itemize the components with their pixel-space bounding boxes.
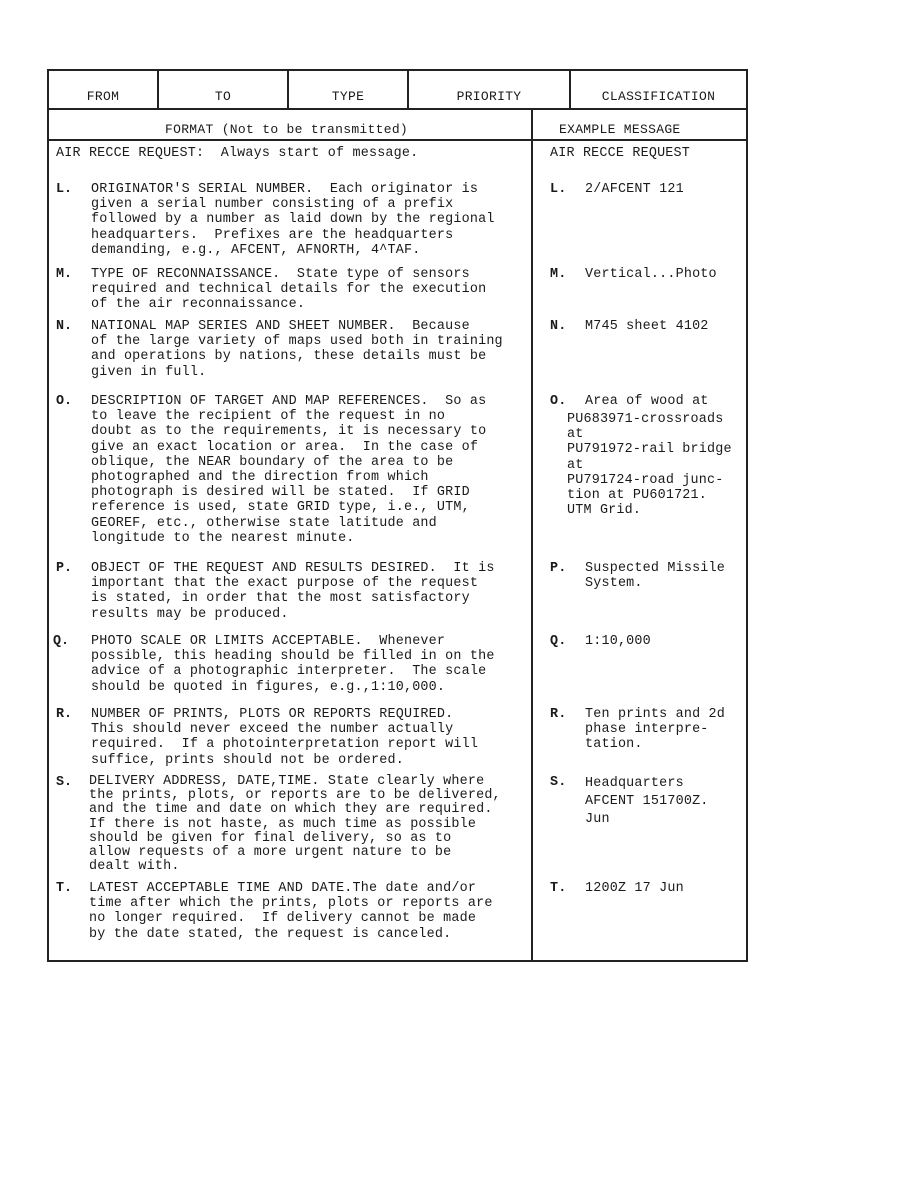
item-format-r: NUMBER OF PRINTS, PLOTS OR REPORTS REQUIRED. This should never exceed the number actually required. If a photointerpretation report will suffice, prints should not be ordered. xyxy=(91,707,479,768)
item-label-q: Q. xyxy=(53,634,70,649)
item-label-p: P. xyxy=(56,561,73,576)
example-column-title: EXAMPLE MESSAGE xyxy=(559,122,681,137)
item-format-l: ORIGINATOR'S SERIAL NUMBER. Each originator is given a serial number consisting of a prefix followed by a number as laid down by the regional headquarters. Prefixes are the headquarters demanding, e.g., AFCENT, AFNORTH, 4^TAF. xyxy=(91,182,495,258)
example-text-l: 2/AFCENT 121 xyxy=(585,182,684,197)
item-label-t: T. xyxy=(56,881,73,896)
example-label-l: L. xyxy=(550,182,567,197)
example-intro: AIR RECCE REQUEST xyxy=(550,146,691,161)
item-label-o: O. xyxy=(56,394,73,409)
subheader-divider xyxy=(49,139,746,141)
item-format-p: OBJECT OF THE REQUEST AND RESULTS DESIRED. It is important that the exact purpose of the request is stated, in order that the most satisfactory results may be produced. xyxy=(91,561,495,622)
item-label-m: M. xyxy=(56,267,73,282)
example-label-t: T. xyxy=(550,881,567,896)
example-label-n: N. xyxy=(550,319,567,334)
item-label-n: N. xyxy=(56,319,73,334)
item-label-l: L. xyxy=(56,182,73,197)
item-format-q: PHOTO SCALE OR LIMITS ACCEPTABLE. Whenever possible, this heading should be filled in on the advice of a photographic interpreter. The scale should be quoted in figures, e.g.,1:10,000. xyxy=(91,634,495,695)
item-label-s: S. xyxy=(56,775,73,790)
example-label-p: P. xyxy=(550,561,567,576)
item-format-t: LATEST ACCEPTABLE TIME AND DATE.The date and/or time after which the prints, plots or reports are no longer required. If delivery cannot be made by the date stated, the request is canceled. xyxy=(89,881,493,942)
example-text-q: 1:10,000 xyxy=(585,634,651,649)
example-text-m: Vertical...Photo xyxy=(585,267,717,282)
item-format-m: TYPE OF RECONNAISSANCE. State type of sensors required and technical details for the execution of the air reconnaissance. xyxy=(91,267,487,313)
example-text-n: M745 sheet 4102 xyxy=(585,319,709,334)
example-text-p: Suspected Missile System. xyxy=(585,561,726,592)
header-classification: CLASSIFICATION xyxy=(569,71,746,108)
item-format-s: DELIVERY ADDRESS, DATE,TIME. State clearly where the prints, plots, or reports are to be delivered, and the time and date on which they are required. If there is not haste, as much time as possible should be given for final delivery, so as to allow requests of a more urgent nature to be dealt with. xyxy=(89,774,501,875)
format-column-title: FORMAT (Not to be transmitted) xyxy=(165,122,409,137)
column-divider xyxy=(531,110,533,962)
example-label-m: M. xyxy=(550,267,567,282)
item-format-o: DESCRIPTION OF TARGET AND MAP REFERENCES. So as to leave the recipient of the request in no doubt as to the requirements, it is necessary to give an exact location or area. In the case of oblique, the NEAR boundary of the area to be photographed and the direction from which photograph is desired will be stated. If GRID reference is used, state GRID type, i.e., UTM, GEOREF, etc., otherwise state latitude and longitude to the nearest minute. xyxy=(91,394,487,546)
example-label-r: R. xyxy=(550,707,567,722)
header-row xyxy=(49,71,746,110)
item-format-n: NATIONAL MAP SERIES AND SHEET NUMBER. Because of the large variety of maps used both in training and operations by nations, these details must be given in full. xyxy=(91,319,503,380)
example-label-q: Q. xyxy=(550,634,567,649)
header-to: TO xyxy=(157,71,287,108)
example-text-o: Area of wood at xyxy=(585,394,709,409)
header-from: FROM xyxy=(86,89,120,104)
example-text-t: 1200Z 17 Jun xyxy=(585,881,684,896)
example-text-o-continued: PU683971-crossroads at PU791972-rail bridge at PU791724-road junc- tion at PU601721. UTM Grid. xyxy=(567,412,732,519)
header-priority: PRIORITY xyxy=(407,71,569,108)
header-type: TYPE xyxy=(287,71,407,108)
example-label-o: O. xyxy=(550,394,567,409)
example-text-r: Ten prints and 2d phase interpre- tation. xyxy=(585,707,726,753)
example-label-s: S. xyxy=(550,775,567,790)
item-label-r: R. xyxy=(56,707,73,722)
example-text-s: Headquarters AFCENT 151700Z. Jun xyxy=(585,776,709,827)
format-intro: AIR RECCE REQUEST: Always start of message. xyxy=(56,146,419,161)
